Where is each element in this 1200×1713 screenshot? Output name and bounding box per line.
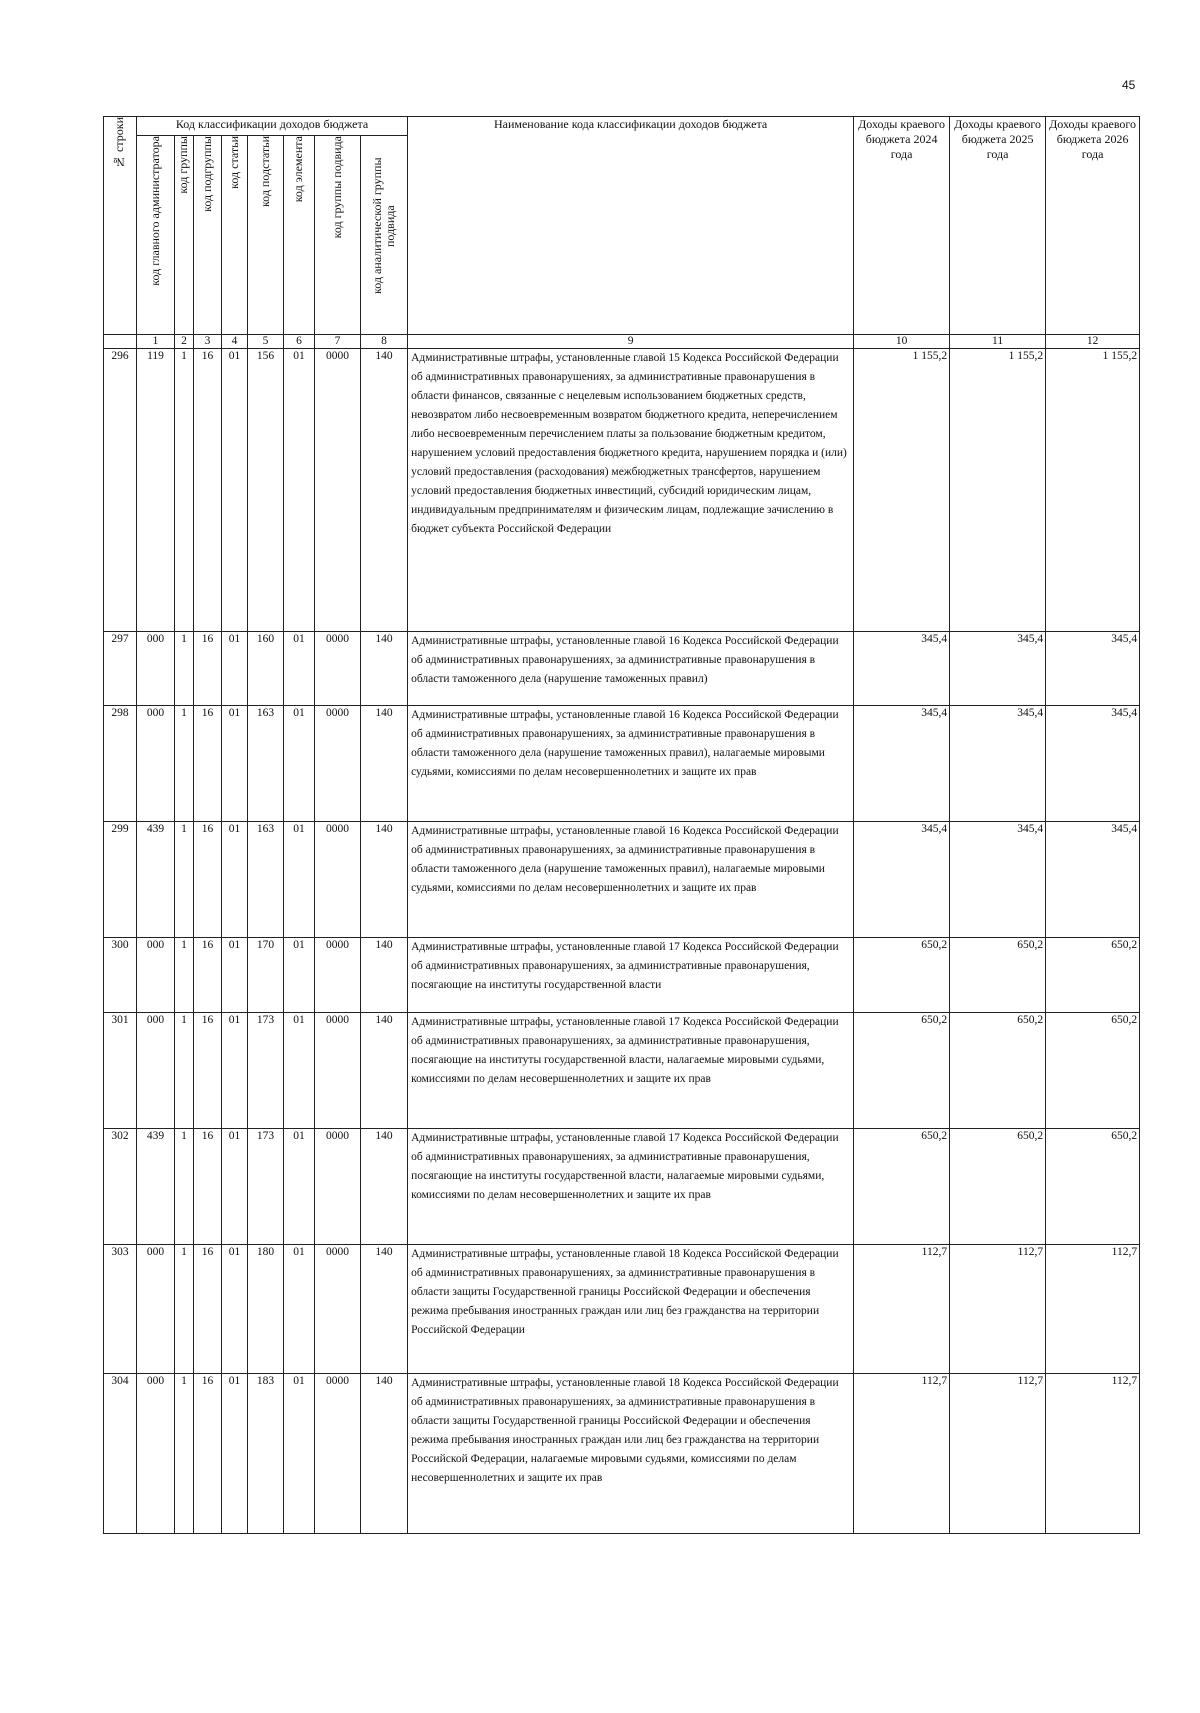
- element-code-cell: 01: [284, 1374, 315, 1534]
- article-code-cell: 01: [222, 1129, 248, 1245]
- subtype-group-code-cell: 0000: [315, 1013, 361, 1129]
- column-number: 10: [854, 335, 950, 349]
- table-row: [104, 706, 1140, 822]
- income-2024-cell: 650,2: [854, 1129, 950, 1245]
- row-number-cell: 296: [104, 349, 137, 632]
- admin-code-cell: 000: [137, 1374, 175, 1534]
- subtype-group-code-cell: 0000: [315, 706, 361, 822]
- subarticle-code-cell: 183: [248, 1374, 284, 1534]
- admin-code-cell: 000: [137, 1013, 175, 1129]
- table-row: [104, 1013, 1140, 1129]
- admin-code-cell: 119: [137, 349, 175, 632]
- table-row: [104, 1129, 1140, 1245]
- table-body: [104, 349, 1140, 1534]
- income-2026-cell: 345,4: [1046, 822, 1140, 938]
- description-cell: Административные штрафы, установленные главой 16 Кодекса Российской Федерации об административных правонарушениях, за административные правонарушения в области таможенного дела (нарушение таможенных правил), налагаемые мировыми судьями, комиссиями по делам несовершеннолетних и защите их прав: [408, 822, 854, 938]
- table-row: [104, 1374, 1140, 1534]
- column-number: 6: [284, 335, 315, 349]
- description-cell: Административные штрафы, установленные главой 17 Кодекса Российской Федерации об административных правонарушениях, за административные правонарушения, посягающие на институты государственной власти, налагаемые мировыми судьями, комиссиями по делам несовершеннолетних и защите их прав: [408, 1013, 854, 1129]
- subgroup-code-cell: 16: [194, 632, 222, 706]
- subarticle-code-cell: 173: [248, 1129, 284, 1245]
- row-number-cell: 300: [104, 938, 137, 1013]
- header-group-code: [175, 136, 194, 335]
- article-code-cell: 01: [222, 1013, 248, 1129]
- element-code-cell: 01: [284, 349, 315, 632]
- header-analytic-group-code-label: код аналитической группы подвида: [369, 157, 398, 295]
- header-element-code-label: код элемента: [291, 136, 306, 203]
- table-row: [104, 632, 1140, 706]
- article-code-cell: 01: [222, 1374, 248, 1534]
- header-article-code: [222, 136, 248, 335]
- analytic-group-code-cell: 140: [361, 349, 408, 632]
- header-row-number: [104, 117, 137, 335]
- row-number-cell: 297: [104, 632, 137, 706]
- group-code-cell: 1: [175, 1129, 194, 1245]
- page-number: 45: [1122, 78, 1136, 92]
- income-2026-cell: 1 155,2: [1046, 349, 1140, 632]
- header-subarticle-code-label: код подстатьи: [257, 136, 272, 208]
- subgroup-code-cell: 16: [194, 1374, 222, 1534]
- subarticle-code-cell: 173: [248, 1013, 284, 1129]
- income-2024-cell: 112,7: [854, 1374, 950, 1534]
- header-group-code-label: код группы: [176, 136, 191, 194]
- subgroup-code-cell: 16: [194, 1129, 222, 1245]
- income-2026-cell: 650,2: [1046, 1013, 1140, 1129]
- income-2025-cell: 650,2: [950, 1129, 1046, 1245]
- subgroup-code-cell: 16: [194, 1245, 222, 1374]
- subarticle-code-cell: 156: [248, 349, 284, 632]
- header-admin-code-label: код главного администратора: [147, 136, 162, 286]
- subtype-group-code-cell: 0000: [315, 349, 361, 632]
- group-code-cell: 1: [175, 938, 194, 1013]
- subgroup-code-cell: 16: [194, 822, 222, 938]
- group-code-cell: 1: [175, 1013, 194, 1129]
- description-cell: Административные штрафы, установленные главой 17 Кодекса Российской Федерации об административных правонарушениях, за административные правонарушения, посягающие на институты государственной власти, налагаемые мировыми судьями, комиссиями по делам несовершеннолетних и защите их прав: [408, 1129, 854, 1245]
- column-number: 11: [950, 335, 1046, 349]
- group-code-cell: 1: [175, 706, 194, 822]
- admin-code-cell: 439: [137, 1129, 175, 1245]
- element-code-cell: 01: [284, 938, 315, 1013]
- column-number: 2: [175, 335, 194, 349]
- column-number: 9: [408, 335, 854, 349]
- admin-code-cell: 000: [137, 1245, 175, 1374]
- header-subtype-group-code: [315, 136, 361, 335]
- header-classification-group: Код классификации доходов бюджета: [137, 117, 408, 136]
- description-cell: Административные штрафы, установленные главой 17 Кодекса Российской Федерации об административных правонарушениях, за административные правонарушения, посягающие на институты государственной власти: [408, 938, 854, 1013]
- element-code-cell: 01: [284, 1129, 315, 1245]
- group-code-cell: 1: [175, 349, 194, 632]
- row-number-cell: 303: [104, 1245, 137, 1374]
- analytic-group-code-cell: 140: [361, 938, 408, 1013]
- admin-code-cell: 000: [137, 632, 175, 706]
- element-code-cell: 01: [284, 632, 315, 706]
- income-2025-cell: 345,4: [950, 706, 1046, 822]
- analytic-group-code-cell: 140: [361, 1245, 408, 1374]
- subtype-group-code-cell: 0000: [315, 938, 361, 1013]
- group-code-cell: 1: [175, 632, 194, 706]
- budget-income-table: [103, 116, 1140, 1534]
- income-2024-cell: 345,4: [854, 632, 950, 706]
- table-row: [104, 349, 1140, 632]
- subgroup-code-cell: 16: [194, 1013, 222, 1129]
- description-cell: Административные штрафы, установленные главой 16 Кодекса Российской Федерации об административных правонарушениях, за административные правонарушения в области таможенного дела (нарушение таможенных правил): [408, 632, 854, 706]
- article-code-cell: 01: [222, 632, 248, 706]
- subgroup-code-cell: 16: [194, 938, 222, 1013]
- group-code-cell: 1: [175, 822, 194, 938]
- article-code-cell: 01: [222, 349, 248, 632]
- subtype-group-code-cell: 0000: [315, 1374, 361, 1534]
- row-number-cell: 302: [104, 1129, 137, 1245]
- description-cell: Административные штрафы, установленные главой 16 Кодекса Российской Федерации об административных правонарушениях, за административные правонарушения в области таможенного дела (нарушение таможенных правил), налагаемые мировыми судьями, комиссиями по делам несовершеннолетних и защите их прав: [408, 706, 854, 822]
- income-2025-cell: 650,2: [950, 938, 1046, 1013]
- row-number-cell: 298: [104, 706, 137, 822]
- subtype-group-code-cell: 0000: [315, 632, 361, 706]
- admin-code-cell: 000: [137, 706, 175, 822]
- article-code-cell: 01: [222, 706, 248, 822]
- header-article-code-label: код статьи: [226, 136, 241, 189]
- admin-code-cell: 439: [137, 822, 175, 938]
- analytic-group-code-cell: 140: [361, 1013, 408, 1129]
- analytic-group-code-cell: 140: [361, 632, 408, 706]
- row-number-cell: 299: [104, 822, 137, 938]
- row-number-cell: 304: [104, 1374, 137, 1534]
- income-2025-cell: 112,7: [950, 1374, 1046, 1534]
- header-subarticle-code: [248, 136, 284, 335]
- header-subtype-group-code-label: код группы подвида: [329, 136, 344, 239]
- group-code-cell: 1: [175, 1245, 194, 1374]
- subarticle-code-cell: 160: [248, 632, 284, 706]
- subarticle-code-cell: 163: [248, 822, 284, 938]
- income-2024-cell: 112,7: [854, 1245, 950, 1374]
- header-name: Наименование кода классификации доходов бюджета: [408, 117, 854, 335]
- header-analytic-group-code: [361, 136, 408, 335]
- element-code-cell: 01: [284, 822, 315, 938]
- row-number-cell: 301: [104, 1013, 137, 1129]
- header-income-2026: Доходы краевого бюджета 2026 года: [1046, 117, 1140, 335]
- column-number: 8: [361, 335, 408, 349]
- header-subgroup-code: [194, 136, 222, 335]
- column-number-row: [104, 335, 1140, 349]
- income-2026-cell: 345,4: [1046, 632, 1140, 706]
- column-number: 5: [248, 335, 284, 349]
- analytic-group-code-cell: 140: [361, 1129, 408, 1245]
- column-number: 3: [194, 335, 222, 349]
- income-2025-cell: 1 155,2: [950, 349, 1046, 632]
- income-2026-cell: 650,2: [1046, 938, 1140, 1013]
- income-2024-cell: 1 155,2: [854, 349, 950, 632]
- column-number: 7: [315, 335, 361, 349]
- header-income-2025: Доходы краевого бюджета 2025 года: [950, 117, 1046, 335]
- income-2026-cell: 650,2: [1046, 1129, 1140, 1245]
- income-2026-cell: 112,7: [1046, 1374, 1140, 1534]
- description-cell: Административные штрафы, установленные главой 18 Кодекса Российской Федерации об административных правонарушениях, за административные правонарушения в области защиты Государственной границы Российской Федерации и обеспечения режима пребывания иностранных граждан или лиц без гражданства на территории Российской Федерации: [408, 1245, 854, 1374]
- table-row: [104, 1245, 1140, 1374]
- subtype-group-code-cell: 0000: [315, 1245, 361, 1374]
- table-row: [104, 938, 1140, 1013]
- income-2024-cell: 650,2: [854, 1013, 950, 1129]
- analytic-group-code-cell: 140: [361, 706, 408, 822]
- article-code-cell: 01: [222, 822, 248, 938]
- description-cell: Административные штрафы, установленные главой 18 Кодекса Российской Федерации об административных правонарушениях, за административные правонарушения в области защиты Государственной границы Российской Федерации и обеспечения режима пребывания иностранных граждан или лиц без гражданства на территории Российской Федерации, налагаемые мировыми судьями, комиссиями по делам несовершеннолетних и защите их прав: [408, 1374, 854, 1534]
- subgroup-code-cell: 16: [194, 706, 222, 822]
- group-code-cell: 1: [175, 1374, 194, 1534]
- income-2026-cell: 345,4: [1046, 706, 1140, 822]
- column-number: 4: [222, 335, 248, 349]
- income-2024-cell: 345,4: [854, 822, 950, 938]
- income-2025-cell: 112,7: [950, 1245, 1046, 1374]
- income-2026-cell: 112,7: [1046, 1245, 1140, 1374]
- income-2024-cell: 345,4: [854, 706, 950, 822]
- subarticle-code-cell: 180: [248, 1245, 284, 1374]
- table-row: [104, 822, 1140, 938]
- article-code-cell: 01: [222, 938, 248, 1013]
- element-code-cell: 01: [284, 706, 315, 822]
- column-number: 1: [137, 335, 175, 349]
- analytic-group-code-cell: 140: [361, 1374, 408, 1534]
- column-number: [104, 335, 137, 349]
- header-income-2024: Доходы краевого бюджета 2024 года: [854, 117, 950, 335]
- header-subgroup-code-label: код подгруппы: [199, 136, 214, 212]
- element-code-cell: 01: [284, 1245, 315, 1374]
- subtype-group-code-cell: 0000: [315, 1129, 361, 1245]
- subtype-group-code-cell: 0000: [315, 822, 361, 938]
- subarticle-code-cell: 170: [248, 938, 284, 1013]
- income-2024-cell: 650,2: [854, 938, 950, 1013]
- admin-code-cell: 000: [137, 938, 175, 1013]
- header-admin-code: [137, 136, 175, 335]
- income-2025-cell: 650,2: [950, 1013, 1046, 1129]
- header-row-number-label: № строки: [112, 117, 127, 169]
- description-cell: Административные штрафы, установленные главой 15 Кодекса Российской Федерации об административных правонарушениях, за административные правонарушения в области финансов, связанные с нецелевым использованием бюджетных средств, невозвратом либо несвоевременным возвратом бюджетного кредита, неперечислением либо несвоевременным перечислением платы за пользование бюджетным кредитом, нарушением условий предоставления бюджетного кредита, нарушением порядка и (или) условий предоставления (расходования) межбюджетных трансфертов, нарушением условий предоставления бюджетных инвестиций, субсидий юридическим лицам, индивидуальным предпринимателям и физическим лицам, подлежащие зачислению в бюджет субъекта Российской Федерации: [408, 349, 854, 632]
- column-number: 12: [1046, 335, 1140, 349]
- income-2025-cell: 345,4: [950, 632, 1046, 706]
- analytic-group-code-cell: 140: [361, 822, 408, 938]
- subarticle-code-cell: 163: [248, 706, 284, 822]
- element-code-cell: 01: [284, 1013, 315, 1129]
- article-code-cell: 01: [222, 1245, 248, 1374]
- income-2025-cell: 345,4: [950, 822, 1046, 938]
- subgroup-code-cell: 16: [194, 349, 222, 632]
- header-element-code: [284, 136, 315, 335]
